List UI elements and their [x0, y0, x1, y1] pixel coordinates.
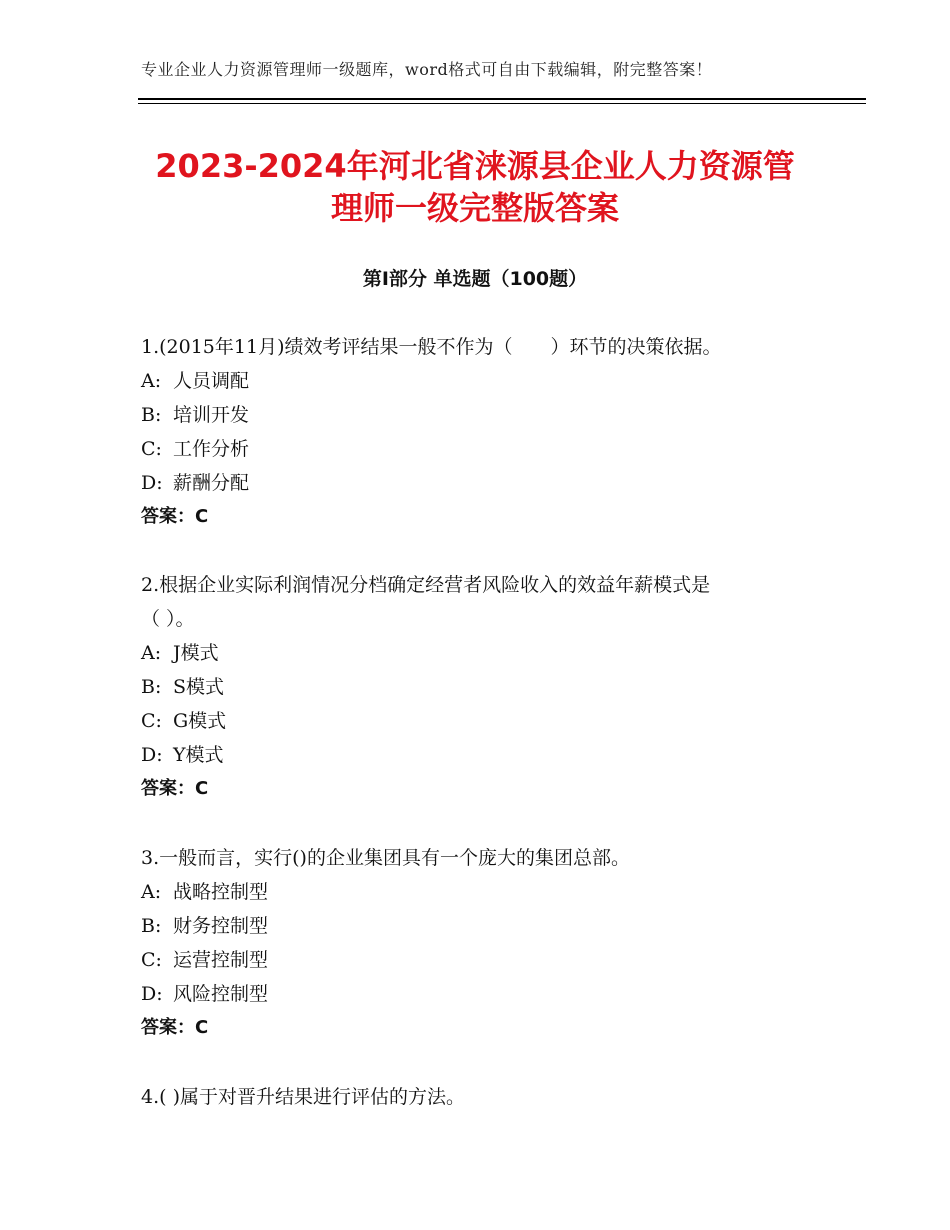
answer: 答案：C	[141, 778, 209, 799]
option-c	[141, 704, 821, 738]
header-note: 专业企业人力资源管理师一级题库，word格式可自由下载编辑，附完整答案！	[141, 60, 713, 79]
option-text: 财务控制型	[173, 915, 269, 937]
option-letter: C:	[141, 710, 162, 732]
header-rule-thin	[138, 103, 866, 104]
option-letter: B:	[141, 676, 162, 698]
option-letter: B:	[141, 404, 162, 426]
option-d	[141, 977, 821, 1011]
question-4	[141, 1080, 821, 1114]
title-line-2: 理师一级完整版答案	[330, 189, 619, 227]
option-letter: A:	[141, 370, 162, 392]
section-heading: 第Ⅰ部分 单选题（100题）	[362, 268, 588, 290]
question-2	[141, 568, 821, 806]
option-d	[141, 466, 821, 500]
option-a	[141, 364, 821, 398]
option-text: 工作分析	[173, 438, 250, 460]
option-letter: D:	[141, 744, 163, 766]
option-letter: C:	[141, 949, 162, 971]
option-b	[141, 398, 821, 432]
option-text: J模式	[173, 642, 219, 664]
option-letter: D:	[141, 472, 163, 494]
option-letter: A:	[141, 642, 162, 664]
answer: 答案：C	[141, 506, 209, 527]
question-text-continued: （ ）。	[141, 608, 195, 630]
option-text: Y模式	[173, 744, 224, 766]
option-letter: C:	[141, 438, 162, 460]
option-text: 培训开发	[173, 404, 250, 426]
option-text: S模式	[173, 676, 225, 698]
option-text: G模式	[173, 710, 227, 732]
option-d	[141, 738, 821, 772]
question-text: 2.根据企业实际利润情况分档确定经营者风险收入的效益年薪模式是	[141, 574, 711, 596]
title-line-1: 2023-2024年河北省涞源县企业人力资源管	[155, 147, 795, 185]
header-rule-thick	[138, 98, 866, 100]
question-text: 4.( )属于对晋升结果进行评估的方法。	[141, 1086, 465, 1108]
option-c	[141, 432, 821, 466]
document-title	[100, 145, 850, 229]
option-a	[141, 875, 821, 909]
answer: 答案：C	[141, 1017, 209, 1038]
option-text: 薪酬分配	[173, 472, 250, 494]
option-letter: B:	[141, 915, 162, 937]
option-a	[141, 636, 821, 670]
question-3	[141, 841, 821, 1045]
option-text: 风险控制型	[173, 983, 269, 1005]
option-text: 战略控制型	[173, 881, 269, 903]
option-b	[141, 670, 821, 704]
option-text: 人员调配	[173, 370, 250, 392]
option-letter: A:	[141, 881, 162, 903]
question-text: 1.(2015年11月)绩效考评结果一般不作为（ ）环节的决策依据。	[141, 336, 722, 358]
option-text: 运营控制型	[173, 949, 269, 971]
option-letter: D:	[141, 983, 163, 1005]
question-1	[141, 330, 821, 534]
question-text: 3.一般而言，实行()的企业集团具有一个庞大的集团总部。	[141, 847, 630, 869]
option-c	[141, 943, 821, 977]
option-b	[141, 909, 821, 943]
